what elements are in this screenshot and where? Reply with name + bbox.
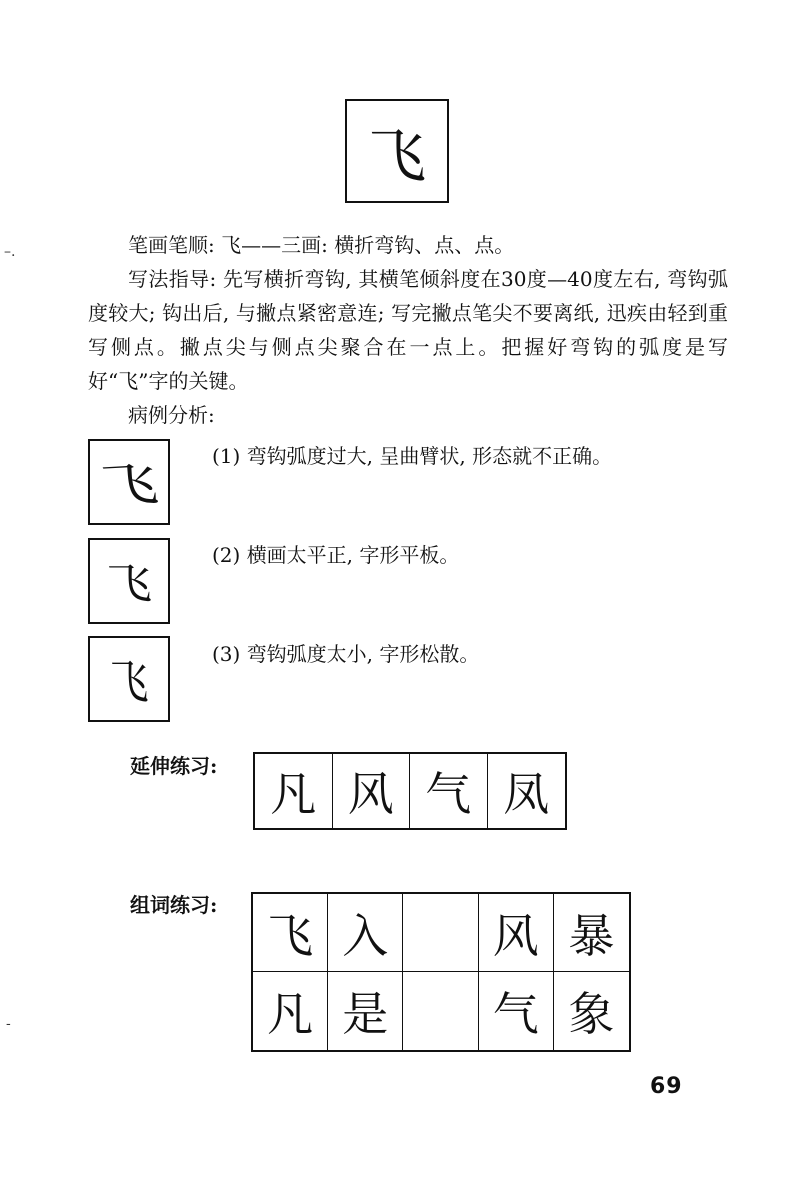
word-cell: 凡	[253, 972, 328, 1050]
error-example-text-3: (3) 弯钩弧度太小, 字形松散。	[212, 642, 480, 666]
stroke-order-text: 笔画笔顺: 飞——三画: 横折弯钩、点、点。	[128, 233, 515, 257]
practice-cell: 风	[333, 754, 411, 828]
main-character-box	[345, 99, 449, 203]
word-practice-grid	[251, 892, 631, 1052]
word-cell: 风	[479, 894, 554, 972]
word-practice-label: 组词练习:	[130, 893, 218, 917]
error-example-text-1: (1) 弯钩弧度过大, 呈曲臂状, 形态就不正确。	[212, 444, 613, 468]
error-example-text-2: (2) 横画太平正, 字形平板。	[212, 543, 460, 567]
margin-mark: -	[6, 1016, 11, 1032]
word-cell: 入	[328, 894, 403, 972]
word-cell: 飞	[253, 894, 328, 972]
main-character: 飞	[367, 122, 426, 190]
practice-cell: 气	[410, 754, 488, 828]
error-example-box-2	[88, 538, 170, 624]
word-cell	[403, 972, 478, 1050]
word-cell	[403, 894, 478, 972]
practice-cell: 凡	[255, 754, 333, 828]
word-cell: 暴	[554, 894, 629, 972]
word-cell: 是	[328, 972, 403, 1050]
error-example-box-3	[88, 636, 170, 722]
extension-practice-label: 延伸练习:	[130, 754, 218, 778]
margin-mark: –.	[4, 244, 16, 260]
error-example-char: 飞	[106, 559, 152, 608]
error-example-char: 飞	[109, 655, 149, 709]
extension-practice-grid	[253, 752, 567, 830]
practice-cell: 凤	[503, 767, 550, 821]
error-analysis-heading: 病例分析:	[128, 403, 215, 427]
error-example-box-1	[88, 439, 170, 525]
page-number: 69	[650, 1074, 683, 1099]
error-example-char: 飞	[98, 456, 161, 514]
word-cell: 气	[479, 972, 554, 1050]
word-cell: 象	[568, 987, 615, 1041]
writing-guidance-text: 写法指导: 先写横折弯钩, 其横笔倾斜度在30度—40度左右, 弯钩弧度较大; 钩出后, 与撇点紧密意连; 写完撇点笔尖不要离纸, 迅疾由轻到重写侧点。撇点尖与侧点尖聚合在一点上。把握好弯钩的弧度是写好“飞”字的关键。	[88, 267, 728, 393]
